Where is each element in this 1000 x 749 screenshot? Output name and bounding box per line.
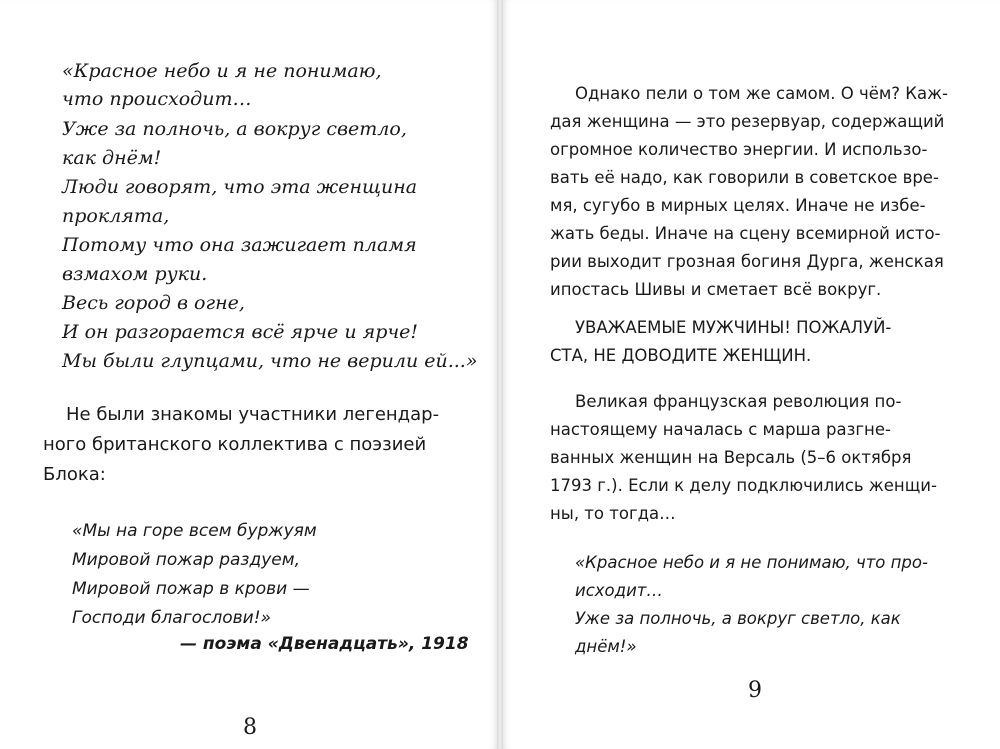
poem-line: Уже за полночь, а вокруг светло, — [62, 118, 407, 140]
paragraph-line: Великая французская революция по- — [575, 392, 902, 411]
paragraph-line: Блока: — [43, 464, 106, 485]
poem-line: проклята, — [62, 205, 170, 227]
quote-line: Уже за полночь, а вокруг светло, как — [575, 609, 901, 628]
paragraph-line: ванных женщин на Версаль (5–6 октября — [550, 448, 912, 467]
paragraph-line: мя, сугубо в мирных целях. Иначе не избе- — [550, 196, 926, 215]
attribution: — поэма «Двенадцать», 1918 — [180, 634, 469, 654]
paragraph-line: Однако пели о том же самом. О чём? Каж- — [575, 84, 948, 103]
poem-line: Мы были глупцами, что не верили ей...» — [62, 350, 478, 372]
poem-line: И он разгорается всё ярче и ярче! — [62, 321, 419, 343]
paragraph-line: ипостась Шивы и сметает всё вокруг. — [550, 280, 882, 299]
paragraph-line: 1793 г.). Если к делу подключились женщи- — [550, 476, 937, 495]
poem-line: Господи благослови!» — [72, 608, 272, 628]
right-page — [503, 0, 1000, 749]
paragraph-line: Не были знакомы участники легендар- — [66, 404, 440, 425]
left-page — [0, 0, 497, 749]
paragraph-line: вать её надо, как говорили в советское вре- — [550, 168, 939, 187]
paragraph-line: огромное количество энергии. И использо- — [550, 140, 928, 159]
poem-line: «Мы на горе всем буржуям — [72, 521, 317, 541]
poem-line: Весь город в огне, — [62, 292, 245, 314]
paragraph-line: настоящему началась с марша разгне- — [550, 420, 891, 439]
quote-line: днём!» — [575, 637, 637, 656]
page-number: 9 — [748, 678, 762, 703]
poem-line: что происходит… — [62, 88, 252, 110]
caps-line: УВАЖАЕМЫЕ МУЖЧИНЫ! ПОЖАЛУЙ- — [575, 318, 892, 337]
paragraph-line: ного британского коллектива с поэзией — [43, 434, 427, 455]
poem-line: Люди говорят, что эта женщина — [62, 176, 418, 198]
paragraph-line: ны, то тогда… — [550, 504, 676, 523]
poem-line: «Красное небо и я не понимаю, — [62, 60, 382, 82]
paragraph-line: жать беды. Иначе на сцену всемирной исто- — [550, 224, 941, 243]
poem-line: взмахом руки. — [62, 263, 208, 285]
poem-line: Потому что она зажигает пламя — [62, 234, 417, 256]
poem-line: как днём! — [62, 147, 162, 169]
page-number: 8 — [243, 715, 257, 740]
paragraph-line: рии выходит грозная богиня Дурга, женская — [550, 252, 944, 271]
poem-line: Мировой пожар в крови — — [72, 579, 310, 599]
paragraph-line: дая женщина — это резервуар, содержащий — [550, 112, 945, 131]
quote-line: исходит… — [575, 581, 663, 600]
caps-line: СТА, НЕ ДОВОДИТЕ ЖЕНЩИН. — [550, 346, 812, 365]
quote-line: «Красное небо и я не понимаю, что про- — [575, 553, 928, 572]
poem-line: Мировой пожар раздуем, — [72, 550, 300, 570]
